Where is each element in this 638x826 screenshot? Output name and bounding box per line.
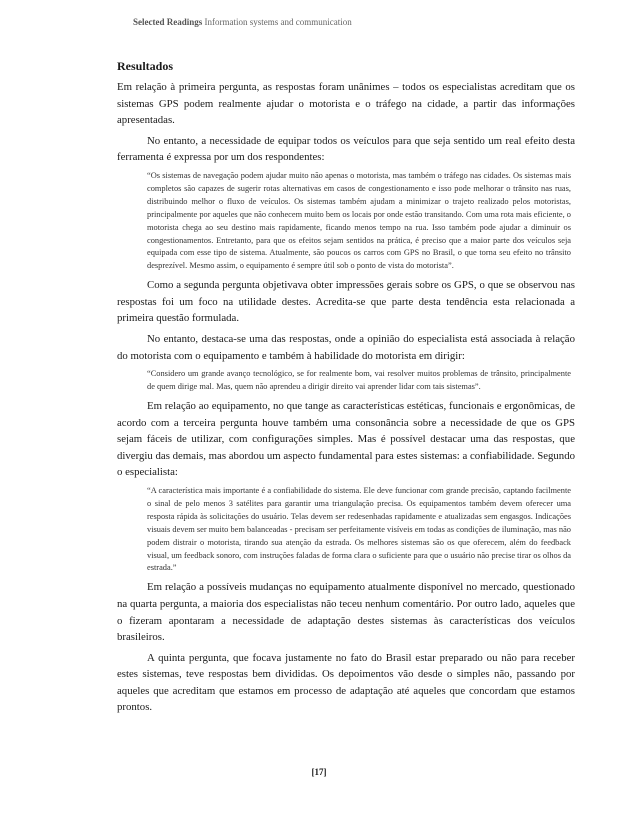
header-series: Selected Readings	[133, 17, 203, 27]
paragraph-6: Em relação a possíveis mudanças no equipamento atualmente disponível no mercado, questionado na quarta pergunta, a maioria dos especialistas não teceu nenhum comentário. Por outro lado, aqueles que o fizeram apontaram a necessidade de adaptação destes sistemas às características dos veículos brasileiros.	[117, 581, 575, 644]
paragraph-3: Como a segunda pergunta objetivava obter impressões gerais sobre os GPS, o que se observou nas respostas foi um foco na utilidade destes. Acredita-se que parte desta tendência esta relacionada a primeira questão formulada.	[117, 279, 575, 325]
paragraph-7: A quinta pergunta, que focava justamente no fato do Brasil estar preparado ou não para receber estes sistemas, teve respostas bem divididas. Os depoimentos vão desde o simples não, passando por aqueles que acreditam que estamos em processo de adaptação até aqueles que concordam que estamos prontos.	[117, 651, 575, 714]
page-number: [17]	[311, 767, 327, 777]
article-body	[117, 59, 575, 720]
quote-2: “Considero um grande avanço tecnológico, se for realmente bom, vai resolver muitos problemas de trânsito, principalmente de quem dirige mal. Mas, quem não aprendeu a dirigir direito vai aprender lidar com tais sistemas”.	[147, 369, 571, 392]
paragraph-2: No entanto, a necessidade de equipar todos os veículos para que seja sentido um real efeito desta ferramenta é expressa por um dos respondentes:	[117, 134, 575, 164]
header-subtitle: Information systems and communication	[204, 17, 352, 27]
section-title: Resultados	[117, 59, 174, 73]
paragraph-1: Em relação à primeira pergunta, as respostas foram unânimes – todos os especialistas acreditam que os sistemas GPS podem realmente ajudar o motorista e o tráfego na cidade, a partir das informações apresentadas.	[117, 81, 575, 127]
paragraph-4: No entanto, destaca-se uma das respostas, onde a opinião do especialista está associada à relação do motorista com o equipamento e também à habilidade do motorista em dirigir:	[117, 333, 575, 362]
quote-3: “A característica mais importante é a confiabilidade do sistema. Ele deve funcionar com grande precisão, captando facilmente o sinal de pelo menos 3 satélites para garantir uma triangulação precisa. Os equipamentos também devem oferecer uma resposta rápida às solicitações do usuário. Telas devem ser redesenhadas rapidamente e atualizadas sem engasgos. Indicações visuais devem ser muito bem balanceadas - precisam ser perfeitamente visíveis em todas as condições de iluminação, mas não podem distrair o motorista, tirando sua atenção da estrada. Os melhores sistemas são os que oferecem, além do feedback visual, um feedback sonoro, com instruções faladas de forma clara o suficiente para que o usuário não precise tirar os olhos da estrada.”	[147, 485, 571, 573]
quote-1: “Os sistemas de navegação podem ajudar muito não apenas o motorista, mas também o tráfego nas cidades. Os sistemas mais completos são capazes de sugerir rotas alternativas em casos de congestionamento e isso pode melhorar o trânsito nas ruas, distribuindo melhor o fluxo de veículos. Os sistemas também ajudam a minimizar o trajeto realizado pelos motoristas, principalmente por aqueles que não conhecem muito bem os locais por onde estão transitando. Com uma rota mais eficiente, o motorista chega ao seu destino mais rapidamente, ficando menos tempo na rua. Isso também pode ajudar a diminuir os congestionamentos. Entretanto, para que os efeitos sejam sentidos na prática, é preciso que a maior parte dos veículos seja equipada com esse tipo de sistema. Atualmente, são poucos os carros com GPS no Brasil, o que torna seu efeito no trânsito desprezível. Mesmo assim, o equipamento é sempre útil sob o ponto de vista do motorista”.	[147, 170, 571, 271]
paragraph-5: Em relação ao equipamento, no que tange as características estéticas, funcionais e ergonômicas, de acordo com a terceira pergunta houve também uma consonância sobre a necessidade de que os GPS sejam fáceis de utilizar, com configurações simples. Mas é possível destacar uma das respostas, que divergiu das demais, mas abordou um aspecto fundamental para estes sistemas: a confiabilidade. Segundo o especialista:	[117, 400, 575, 479]
running-header	[133, 17, 352, 27]
